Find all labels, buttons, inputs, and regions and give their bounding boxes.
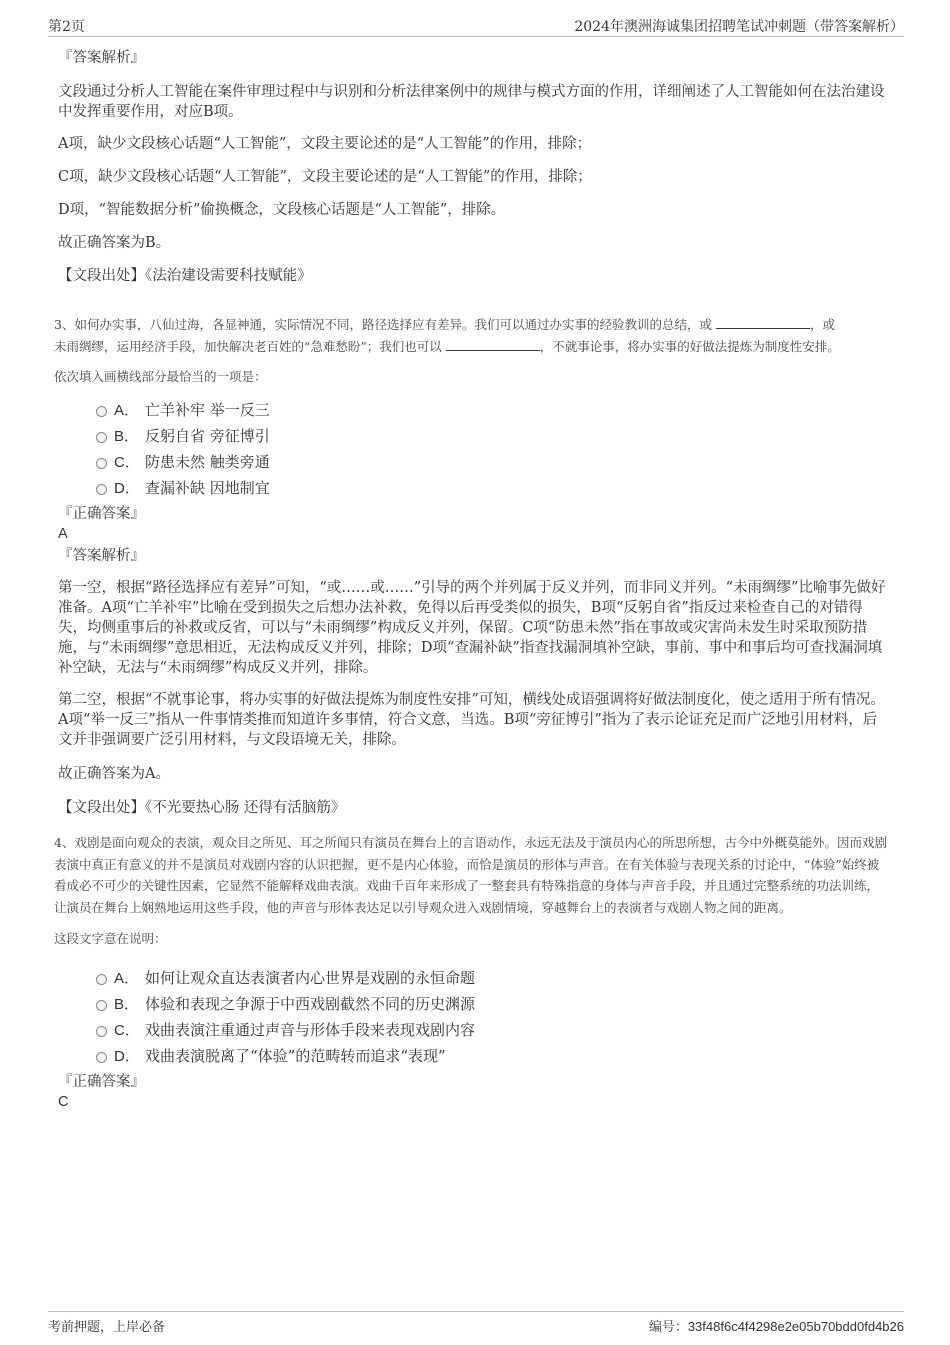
radio-icon[interactable] — [96, 406, 107, 417]
conclusion: 故正确答案为A。 — [58, 766, 170, 782]
analysis-option-a: A项，缺少文段核心话题“人工智能”，文段主要论述的是“人工智能”的作用，排除； — [58, 136, 592, 152]
answer-label: 『正确答案』 — [58, 1074, 145, 1090]
radio-icon[interactable] — [96, 1052, 107, 1063]
analysis-paragraph-1: 第一空，根据“路径选择应有差异”可知，“或……或……”引导的两个并列属于反义并列，而非同义并列。“未雨绸缪”比喻事先做好准备。A项“亡羊补牢”比喻在受到损失之后想办法补救，免得以后再受类似的损失，B项“反躬自省”指反过来检查自己的对错得失，均侧重事后的补救或反省，可以与“未雨绸缪”构成反义并列，保留。C项“防患未然”指在事故或灾害尚未发生时采取预防措施，与“未雨绸缪”意思相近，无法构成反义并列，排除；D项“查漏补缺”指查找漏洞填补空缺，事前、事中和事后均可查找漏洞填补空缺，无法与“未雨绸缪”构成反义并列，排除。 — [58, 580, 886, 676]
analysis-option-c: C项，缺少文段核心话题“人工智能”，文段主要论述的是“人工智能”的作用，排除； — [58, 169, 592, 185]
option-c[interactable]: C． 戏曲表演注重通过声音与形体手段来表现戏剧内容 — [96, 1018, 888, 1044]
document-title: 2024年澳洲海诚集团招聘笔试冲刺题（带答案解析） — [574, 19, 904, 35]
conclusion: 故正确答案为B。 — [58, 235, 171, 251]
question-3-prompt: 依次填入画横线部分最恰当的一项是： — [54, 369, 267, 384]
answer-value: C — [58, 1094, 69, 1110]
document-code: 编号：33f48f6c4f4298e2e05b70bdd0fd4b26 — [648, 1319, 904, 1335]
question-3-text: 3、如何办实事，八仙过海，各显神通，实际情况不同，路径选择应有差异。我们可以通过办实事的经验教训的总结，或 ，或 未雨绸缪，运用经济手段，加快解决老百姓的“急难愁盼”；我们也可以 ，不就事论事，将办实事的好做法提炼为制度性安排。 — [54, 317, 840, 354]
footer-slogan: 考前押题，上岸必备 — [48, 1320, 166, 1335]
source: 【文段出处】《法治建设需要科技赋能》 — [58, 268, 312, 284]
page-footer — [48, 1311, 904, 1336]
question-3-options — [54, 398, 888, 502]
question-4-options — [54, 966, 888, 1070]
fill-blank-2 — [446, 337, 540, 351]
page-number: 第2页 — [48, 19, 85, 35]
page-header — [48, 14, 904, 37]
answer-value: A — [58, 526, 68, 542]
radio-icon[interactable] — [96, 432, 107, 443]
option-b[interactable]: B． 反躬自省 旁征博引 — [96, 424, 888, 450]
radio-icon[interactable] — [96, 484, 107, 495]
source: 【文段出处】《不光要热心肠 还得有活脑筋》 — [58, 800, 346, 816]
radio-icon[interactable] — [96, 1000, 107, 1011]
page-content — [54, 46, 888, 1112]
question-4-prompt: 这段文字意在说明： — [54, 931, 167, 946]
answer-label: 『正确答案』 — [58, 506, 145, 522]
analysis-paragraph-2: 第二空，根据“不就事论事，将办实事的好做法提炼为制度性安排”可知，横线处成语强调将好做法制度化，使之适用于所有情况。A项“举一反三”指从一件事情类推而知道许多事情，符合文意，当选。B项“旁征博引”指为了表示论证充足而广泛地引用材料，后文并非强调要广泛引用材料，与文段语境无关，排除。 — [58, 692, 885, 748]
fill-blank-1 — [716, 315, 810, 329]
radio-icon[interactable] — [96, 458, 107, 469]
option-a[interactable]: A． 亡羊补牢 举一反三 — [96, 398, 888, 424]
option-d[interactable]: D． 戏曲表演脱离了“体验”的范畴转而追求“表现” — [96, 1044, 888, 1070]
radio-icon[interactable] — [96, 974, 107, 985]
option-b[interactable]: B． 体验和表现之争源于中西戏剧截然不同的历史渊源 — [96, 992, 888, 1018]
analysis-option-d: D项，“智能数据分析”偷换概念，文段核心话题是“人工智能”，排除。 — [58, 202, 506, 218]
analysis-label: 『答案解析』 — [58, 50, 145, 66]
option-c[interactable]: C． 防患未然 触类旁通 — [96, 450, 888, 476]
question-4-text: 4、戏剧是面向观众的表演，观众目之所见、耳之所闻只有演员在舞台上的言语动作，永远无法及于演员内心的所思所想，古今中外概莫能外。因而戏剧表演中真正有意义的并不是演员对戏剧内容的认识把握，更不是内心体验，而恰是演员的形体与声音。在有关体验与表现关系的讨论中，“体验”始终被看成必不可少的关键性因素，它显然不能解释戏曲表演。戏曲千百年来形成了一整套具有特殊指意的身体与声音手段，并且通过完整系统的功法训练，让演员在舞台上娴熟地运用这些手段，他的声音与形体表达足以引导观众进入戏剧情境，穿越舞台上的表演者与戏剧人物之间的距离。 — [54, 835, 887, 915]
option-a[interactable]: A． 如何让观众直达表演者内心世界是戏剧的永恒命题 — [96, 966, 888, 992]
option-d[interactable]: D． 查漏补缺 因地制宜 — [96, 476, 888, 502]
radio-icon[interactable] — [96, 1026, 107, 1037]
analysis-label: 『答案解析』 — [58, 548, 145, 564]
analysis-text: 文段通过分析人工智能在案件审理过程中与识别和分析法律案例中的规律与模式方面的作用，详细阐述了人工智能如何在法治建设中发挥重要作用，对应B项。 — [58, 84, 885, 120]
